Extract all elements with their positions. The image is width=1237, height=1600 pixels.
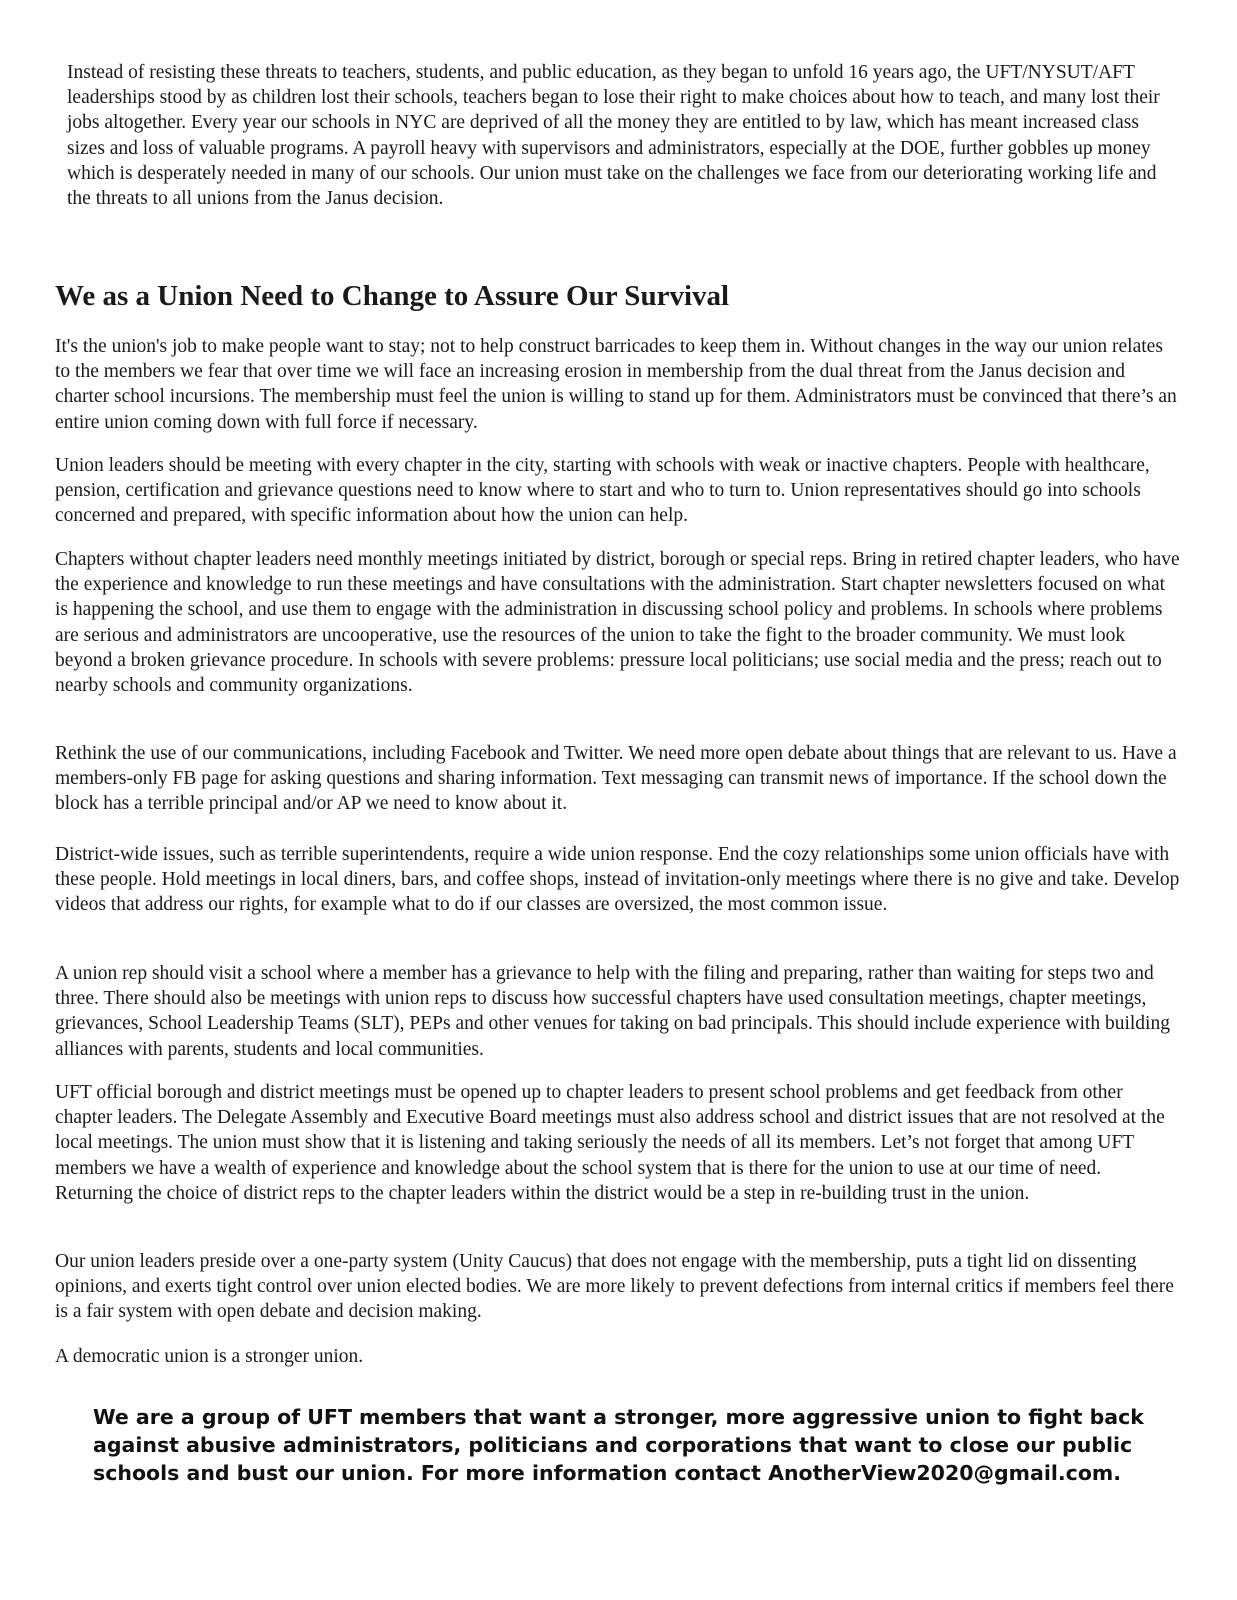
intro-paragraph: Instead of resisting these threats to teachers, students, and public education, as they began to unfold 16 years ago, the UFT/NYSUT/AFT leaderships stood by as children lost their schools, teachers began to lose their right to make choices about how to teach, and many lost their jobs altogether. Every year our schools in NYC are deprived of all the money they are entitled to by law, which has meant increased class sizes and loss of valuable programs. A payroll heavy with supervisors and administrators, especially at the DOE, further gobbles up money which is desperately needed in many of our schools. Our union must take on the challenges we face from our deteriorating working life and the threats to all unions from the Janus decision. [67,62,1160,210]
closing-statement: A democratic union is a stronger union. [55,1346,364,1367]
body-paragraph: Union leaders should be meeting with every chapter in the city, starting with schools with weak or inactive chapters. People with healthcare, pension, certification and grievance questions need to know where to start and who to turn to. Union representatives should go into schools concerned and prepared, with specific information about how the union can help. [55,455,1150,527]
body-paragraph: A union rep should visit a school where a member has a grievance to help with the filing and preparing, rather than waiting for steps two and three. There should also be meetings with union reps to discuss how successful chapters have used consultation meetings, chapter meetings, grievances, School Leadership Teams (SLT), PEPs and other venues for taking on bad principals. This should include experience with building alliances with parents, students and local communities. [55,963,1170,1060]
body-paragraph: District-wide issues, such as terrible superintendents, require a wide union response. End the cozy relationships some union officials have with these people. Hold meetings in local diners, bars, and coffee shops, instead of invitation-only meetings where there is no give and take. Develop videos that address our rights, for example what to do if our classes are oversized, the most common issue. [55,844,1180,916]
section-heading: We as a Union Need to Change to Assure Our Survival [55,280,730,312]
body-paragraph: UFT official borough and district meetings must be opened up to chapter leaders to present school problems and get feedback from other chapter leaders. The Delegate Assembly and Executive Board meetings must also address school and district issues that are not resolved at the local meetings. The union must show that it is listening and taking seriously the needs of all its members. Let’s not forget that among UFT members we have a wealth of experience and knowledge about the school system that is there for the union to use at our time of need. Returning the choice of district reps to the chapter leaders within the district would be a step in re-building trust in the union. [55,1082,1165,1204]
body-paragraph: It's the union's job to make people want to stay; not to help construct barricades to keep them in. Without changes in the way our union relates to the members we fear that over time we will face an increasing erosion in membership from the dual threat from the Janus decision and charter school incursions. The membership must feel the union is willing to stand up for them. Administrators must be convinced that there’s an entire union coming down with full force if necessary. [55,336,1177,433]
contact-footer: We are a group of UFT members that want a stronger, more aggressive union to fight back against abusive administrators, politicians and corporations that want to close our public schools and bust our union. For more information contact AnotherView2020@gmail.com. [93,1405,1144,1485]
body-paragraph: Rethink the use of our communications, including Facebook and Twitter. We need more open debate about things that are relevant to us. Have a members-only FB page for asking questions and sharing information. Text messaging can transmit news of importance. If the school down the block has a terrible principal and/or AP we need to know about it. [55,743,1177,815]
body-paragraph: Our union leaders preside over a one-party system (Unity Caucus) that does not engage with the membership, puts a tight lid on dissenting opinions, and exerts tight control over union elected bodies. We are more likely to prevent defections from internal critics if members feel there is a fair system with open debate and decision making. [55,1251,1174,1323]
body-paragraph: Chapters without chapter leaders need monthly meetings initiated by district, borough or special reps. Bring in retired chapter leaders, who have the experience and knowledge to run these meetings and have consultations with the administration. Start chapter newsletters focused on what is happening the school, and use them to engage with the administration in discussing school policy and problems. In schools where problems are serious and administrators are uncooperative, use the resources of the union to take the fight to the broader community. We must look beyond a broken grievance procedure. In schools with severe problems: pressure local politicians; use social media and the press; reach out to nearby schools and community organizations. [55,549,1180,697]
